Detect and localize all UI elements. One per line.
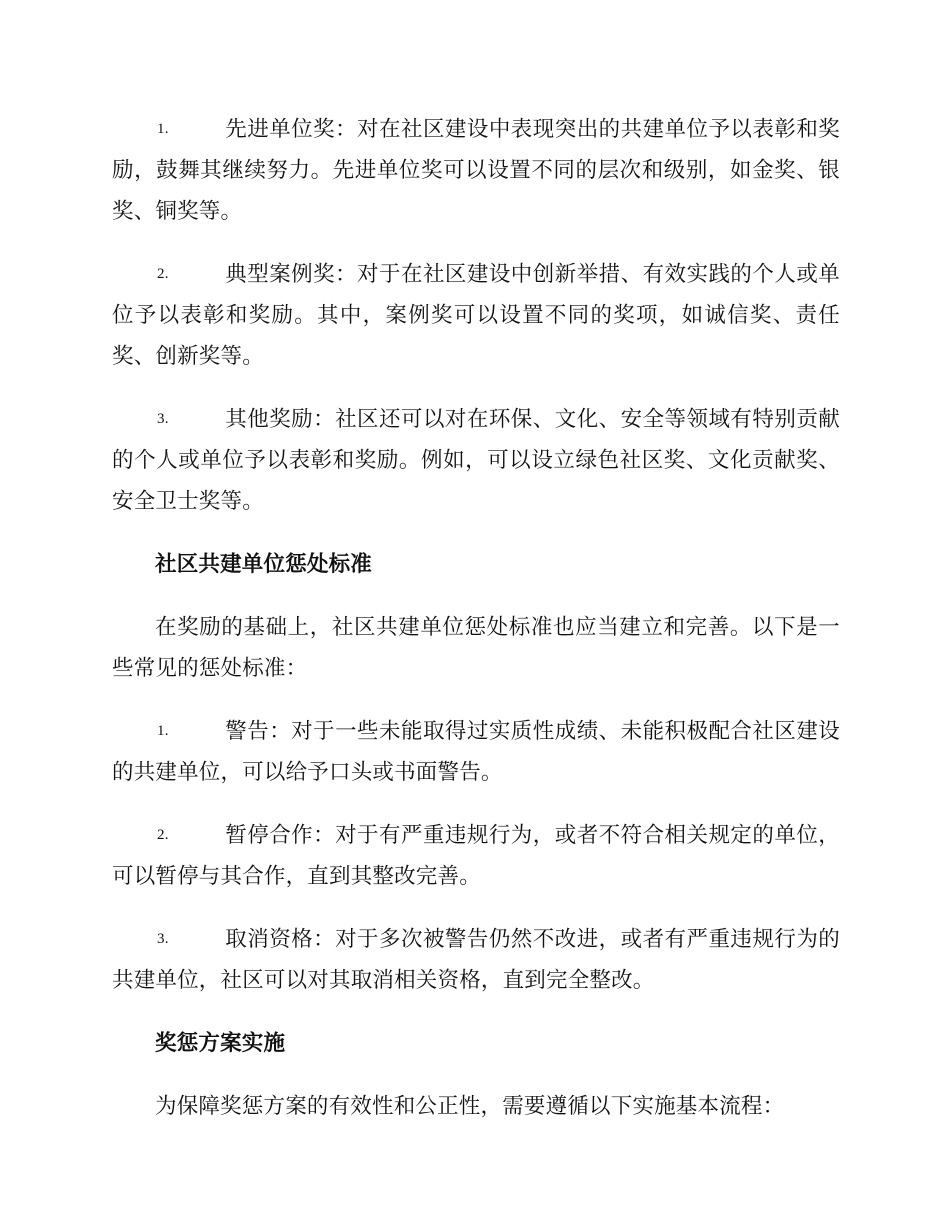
- list-number: 2.: [157, 827, 169, 843]
- list-item-text: 典型案例奖：对于在社区建设中创新举措、有效实践的个人或单位予以表彰和奖励。其中，案例奖可以设置不同的奖项，如诚信奖、责任奖、创新奖等。: [112, 262, 840, 369]
- list-item-reward-2: [112, 254, 840, 377]
- list-item-punishment-3: [112, 919, 840, 1001]
- list-item-punishment-1: [112, 711, 840, 793]
- list-item-text: 警告：对于一些未能取得过实质性成绩、未能积极配合社区建设的共建单位，可以给予口头或书面警告。: [112, 719, 840, 785]
- list-item-text: 先进单位奖：对在社区建设中表现突出的共建单位予以表彰和奖励，鼓舞其继续努力。先进单位奖可以设置不同的层次和级别，如金奖、银奖、铜奖等。: [112, 117, 840, 224]
- section-heading-implementation: 奖惩方案实施: [155, 1031, 286, 1056]
- list-item-reward-1: [112, 109, 840, 232]
- list-number: 1.: [157, 121, 169, 137]
- paragraph-punishment-intro: 在奖励的基础上，社区共建单位惩处标准也应当建立和完善。以下是一些常见的惩处标准：: [112, 615, 840, 681]
- list-number: 1.: [157, 723, 169, 739]
- list-item-text: 其他奖励：社区还可以对在环保、文化、安全等领域有特别贡献的个人或单位予以表彰和奖励。例如，可以设立绿色社区奖、文化贡献奖、安全卫士奖等。: [112, 407, 840, 514]
- list-item-reward-3: [112, 399, 840, 522]
- list-number: 2.: [157, 266, 169, 282]
- list-number: 3.: [157, 411, 169, 427]
- list-item-punishment-2: [112, 815, 840, 897]
- list-number: 3.: [157, 931, 169, 947]
- section-heading-punishment: 社区共建单位惩处标准: [155, 552, 373, 577]
- list-item-text: 暂停合作：对于有严重违规行为，或者不符合相关规定的单位，可以暂停与其合作，直到其整改完善。: [112, 823, 840, 889]
- paragraph-implementation-intro: 为保障奖惩方案的有效性和公正性，需要遵循以下实施基本流程：: [155, 1094, 785, 1119]
- list-item-text: 取消资格：对于多次被警告仍然不改进，或者有严重违规行为的共建单位，社区可以对其取消相关资格，直到完全整改。: [112, 927, 840, 993]
